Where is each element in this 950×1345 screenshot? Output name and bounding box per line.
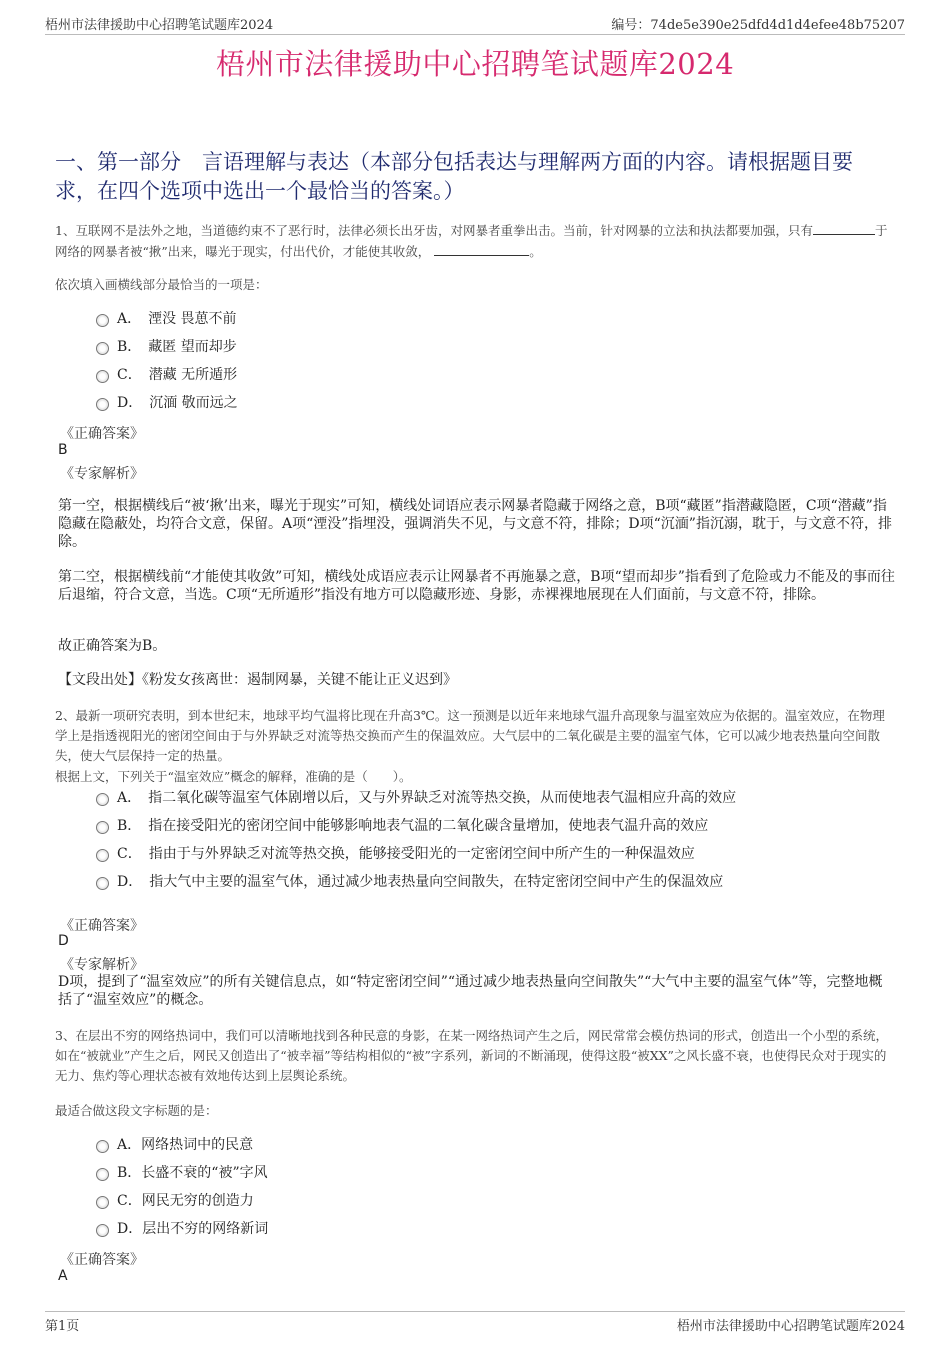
radio-icon[interactable] [96, 877, 109, 890]
header-doc-title: 梧州市法律援助中心招聘笔试题库2024 [45, 18, 274, 33]
q2-option-b[interactable]: B． 指在接受阳光的密闭空间中能够影响地表气温的二氧化碳含量增加，使地表气温升高的效应 [96, 815, 708, 837]
q1-option-d[interactable]: D． 沉湎 敬而远之 [96, 392, 238, 414]
q1-source: 【文段出处】《粉发女孩离世：遏制网暴，关键不能让正义迟到》 [58, 672, 457, 688]
radio-icon[interactable] [96, 1224, 109, 1237]
q3-option-a[interactable]: A．网络热词中的民意 [96, 1134, 253, 1156]
q3-option-d[interactable]: D．层出不穷的网络新词 [96, 1218, 268, 1240]
footer-doc-title: 梧州市法律援助中心招聘笔试题库2024 [676, 1319, 905, 1334]
q1-analysis-1: 第一空，根据横线后“被‘揪’出来，曝光于现实”可知，横线处词语应表示网暴者隐藏于网络之意，B项“藏匿”指潜藏隐匿，C项“潜藏”指隐藏在隐蔽处，均符合文意，保留。A项“湮没”指埋没，强调消失不见，与文意不符，排除；D项“沉湎”指沉溺，耽于，与文意不符，排除。 [58, 498, 892, 550]
radio-icon[interactable] [96, 370, 109, 383]
page-footer [45, 1311, 905, 1334]
radio-icon[interactable] [96, 342, 109, 355]
q3-option-b[interactable]: B．长盛不衰的“被”字风 [96, 1162, 268, 1184]
radio-icon[interactable] [96, 793, 109, 806]
page-number: 第1页 [45, 1319, 80, 1334]
q1-option-b[interactable]: B． 藏匿 望而却步 [96, 336, 237, 358]
q2-analysis-label: 《专家解析》 [60, 957, 144, 973]
radio-icon[interactable] [96, 314, 109, 327]
blank-1 [813, 220, 875, 235]
q3-option-c[interactable]: C．网民无穷的创造力 [96, 1190, 254, 1212]
section-heading: 一、第一部分 言语理解与表达（本部分包括表达与理解两方面的内容。请根据题目要求，在四个选项中选出一个最恰当的答案。） [55, 150, 853, 203]
q2-option-a[interactable]: A． 指二氧化碳等温室气体剧增以后，又与外界缺乏对流等热交换，从而使地表气温相应升高的效应 [96, 787, 736, 809]
q1-conclusion: 故正确答案为B。 [58, 638, 167, 654]
q1-analysis-2: 第二空，根据横线前“才能使其收敛”可知，横线处成语应表示让网暴者不再施暴之意，B项“望而却步”指看到了危险或力不能及的事而往后退缩，符合文意，当选。C项“无所遁形”指没有地方可以隐藏形迹、身影，赤裸裸地展现在人们面前，与文意不符，排除。 [58, 569, 895, 603]
question-2-text: 2、最新一项研究表明，到本世纪末，地球平均气温将比现在升高3℃。这一预测是以近年来地球气温升高现象与温室效应为依据的。温室效应，在物理学上是指透视阳光的密闭空间由于与外界缺乏对流等热交换而产生的保温效应。大气层中的二氧化碳是主要的温室气体，它可以减少地表热量向空间散失，使大气层保持一定的热量。 [55, 708, 885, 763]
radio-icon[interactable] [96, 1196, 109, 1209]
radio-icon[interactable] [96, 849, 109, 862]
question-1-prompt: 依次填入画横线部分最恰当的一项是： [55, 277, 268, 292]
radio-icon[interactable] [96, 1140, 109, 1153]
header-doc-id: 编号：74de5e390e25dfd4d1d4efee48b75207 [611, 18, 905, 33]
question-2-prompt: 根据上文，下列关于“温室效应”概念的解释，准确的是（ ）。 [55, 769, 412, 784]
blank-2 [434, 241, 529, 256]
q2-option-c[interactable]: C． 指由于与外界缺乏对流等热交换，能够接受阳光的一定密闭空间中所产生的一种保温效应 [96, 843, 695, 865]
question-3-text: 3、在层出不穷的网络热词中，我们可以清晰地找到各种民意的身影，在某一网络热词产生之后，网民常常会模仿热词的形式，创造出一个小型的系统，如在“被就业”产生之后，网民又创造出了“被幸福”等结构相似的“被”字系列，新词的不断涌现，使得这股“被XX”之风长盛不衰，也使得民众对于现实的无力、焦灼等心理状态被有效地传达到上层舆论系统。 [55, 1028, 888, 1083]
q2-option-d[interactable]: D． 指大气中主要的温室气体，通过减少地表热量向空间散失，在特定密闭空间中产生的保温效应 [96, 871, 723, 893]
question-1-text: 1、互联网不是法外之地，当道德约束不了恶行时，法律必须长出牙齿，对网暴者重拳出击。当前，针对网暴的立法和执法都要加强，只有 于网络的网暴者被“揪”出来，曝光于现实，付出代价，才能使其收敛， 。 [55, 220, 890, 262]
q2-analysis: D项，提到了“温室效应”的所有关键信息点，如“特定密闭空间”“通过减少地表热量向空间散失”“大气中主要的温室气体”等，完整地概括了“温室效应”的概念。 [58, 974, 883, 1008]
q1-analysis-label: 《专家解析》 [60, 466, 144, 482]
page-header [45, 14, 905, 35]
question-3-prompt: 最适合做这段文字标题的是： [55, 1103, 218, 1118]
radio-icon[interactable] [96, 398, 109, 411]
q2-answer: D [58, 933, 69, 949]
q1-answer-label: 《正确答案》 [60, 426, 144, 442]
page-title: 梧州市法律援助中心招聘笔试题库2024 [215, 47, 735, 81]
q1-option-c[interactable]: C． 潜藏 无所遁形 [96, 364, 237, 386]
q3-answer-label: 《正确答案》 [60, 1252, 144, 1268]
q2-answer-label: 《正确答案》 [60, 918, 144, 934]
q3-answer: A [58, 1268, 68, 1284]
q1-option-a[interactable]: A． 湮没 畏葸不前 [96, 308, 237, 330]
q1-answer: B [58, 442, 68, 458]
radio-icon[interactable] [96, 1168, 109, 1181]
radio-icon[interactable] [96, 821, 109, 834]
